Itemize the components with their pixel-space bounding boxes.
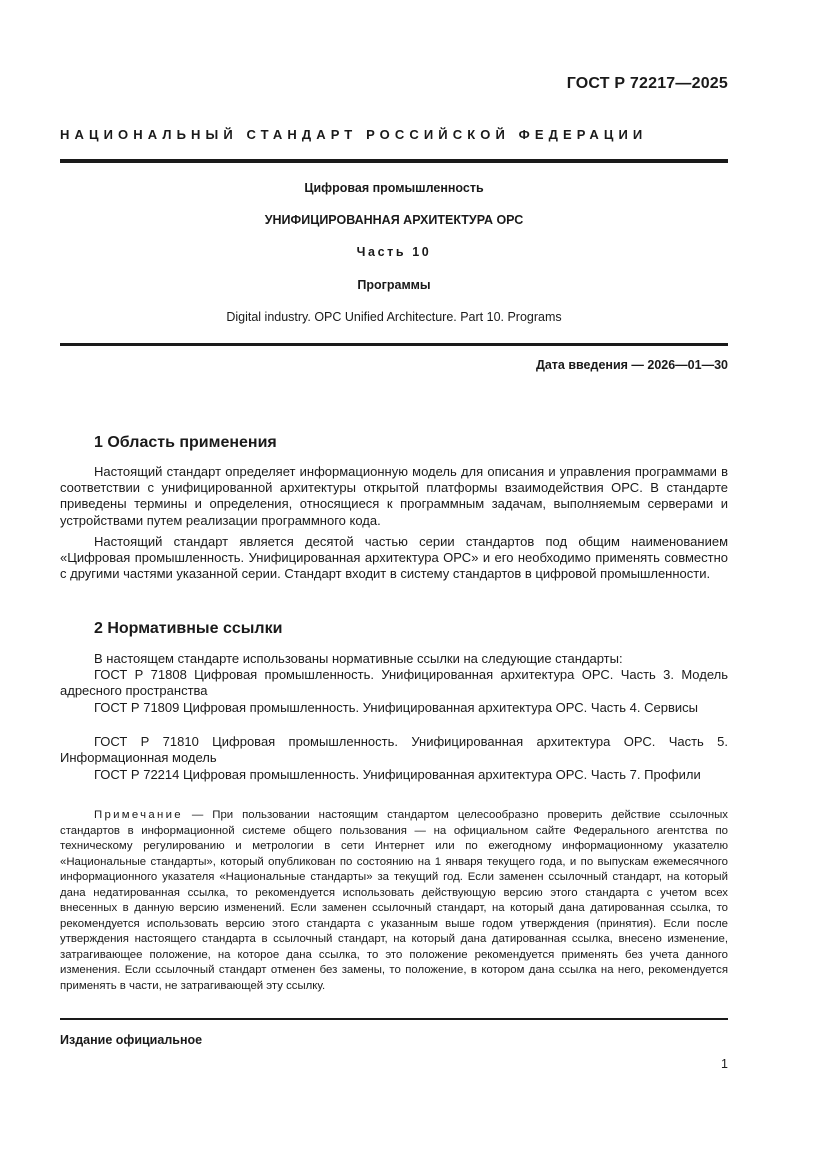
page-number: 1 <box>721 1057 728 1071</box>
header-rule <box>60 159 728 163</box>
official-edition-label: Издание официальное <box>60 1033 203 1047</box>
title-line-part: Часть 10 <box>356 245 432 259</box>
normative-reference: ГОСТ Р 71809 Цифровая промышленность. Унифицированная архитектура ОРС. Часть 4. Сервисы <box>94 700 698 715</box>
note-text: — При пользовании настоящим стандартом целесообразно проверить действие ссылочных стандартов в информационной системе общего пользования — на официальном сайте Федерального агентства по техническому регулированию и метрологии в сети Интернет или по ежегодному информационному указателю «Национальные стандарты», который опубликован по состоянию на 1 января текущего года, и по выпускам ежемесячного информационного указателя «Национальные стандарты» за текущий год. Если заменен ссылочный стандарт, на который дана недатированная ссылка, то рекомендуется использовать действующую версию этого стандарта с учетом всех внесенных в данную версию изменений. Если заменен ссылочный стандарт, на который дана датированная ссылка, то рекомендуется использовать версию этого стандарта с указанным выше годом утверждения (принятия). Если после утверждения настоящего стандарта в ссылочный стандарт, на который дана датированная ссылка, внесено изменение, затрагивающее положение, на которое дана ссылка, то это положение рекомендуется применять без учета данного изменения. Если ссылочный стандарт отменен без замены, то положение, в котором дана ссылка на него, рекомендуется применять в части, не затрагивающей эту ссылку. <box>60 809 728 992</box>
title-line-architecture: УНИФИЦИРОВАННАЯ АРХИТЕКТУРА ОРС <box>264 213 524 227</box>
normative-reference: ГОСТ Р 71808 Цифровая промышленность. Унифицированная архитектура ОРС. Часть 3. Модель адресного пространства <box>60 667 728 699</box>
footer-rule <box>60 1018 728 1020</box>
introduction-date: Дата введения — 2026—01—30 <box>535 358 728 372</box>
normative-reference: ГОСТ Р 71810 Цифровая промышленность. Унифицированная архитектура ОРС. Часть 5. Информационная модель <box>60 734 728 766</box>
national-standard-title: НАЦИОНАЛЬНЫЙ СТАНДАРТ РОССИЙСКОЙ ФЕДЕРАЦИИ <box>60 127 648 142</box>
document-number: ГОСТ Р 72217—2025 <box>566 75 728 92</box>
note-paragraph <box>60 808 728 994</box>
title-rule <box>60 343 728 346</box>
section-1-paragraph-1: Настоящий стандарт определяет информационную модель для описания и управления программами в соответствии с унифицированной архитектуры открытой платформы взаимодействия ОРС. В стандарте приведены термины и определения, относящиеся к программным задачам, выполняемым серверами и устройствами путем реализации программного кода. <box>60 464 728 528</box>
section-2-intro: В настоящем стандарте использованы нормативные ссылки на следующие стандарты: <box>94 651 623 666</box>
normative-reference: ГОСТ Р 72214 Цифровая промышленность. Унифицированная архитектура ОРС. Часть 7. Профили <box>94 767 701 782</box>
section-1-paragraph-2: Настоящий стандарт является десятой частью серии стандартов под общим наименованием «Цифровая промышленность. Унифицированная архитектура ОРС» и его необходимо применять совместно с другими частями указанной серии. Стандарт входит в систему стандартов в цифровой промышленности. <box>60 534 728 582</box>
title-english: Digital industry. OPC Unified Architecture. Part 10. Programs <box>226 310 562 324</box>
note-label: Примечание <box>94 809 183 821</box>
title-line-industry: Цифровая промышленность <box>304 181 484 195</box>
title-line-programs: Программы <box>357 278 431 292</box>
section-2-title: 2 Нормативные ссылки <box>94 620 283 637</box>
section-1-title: 1 Область применения <box>94 434 277 451</box>
